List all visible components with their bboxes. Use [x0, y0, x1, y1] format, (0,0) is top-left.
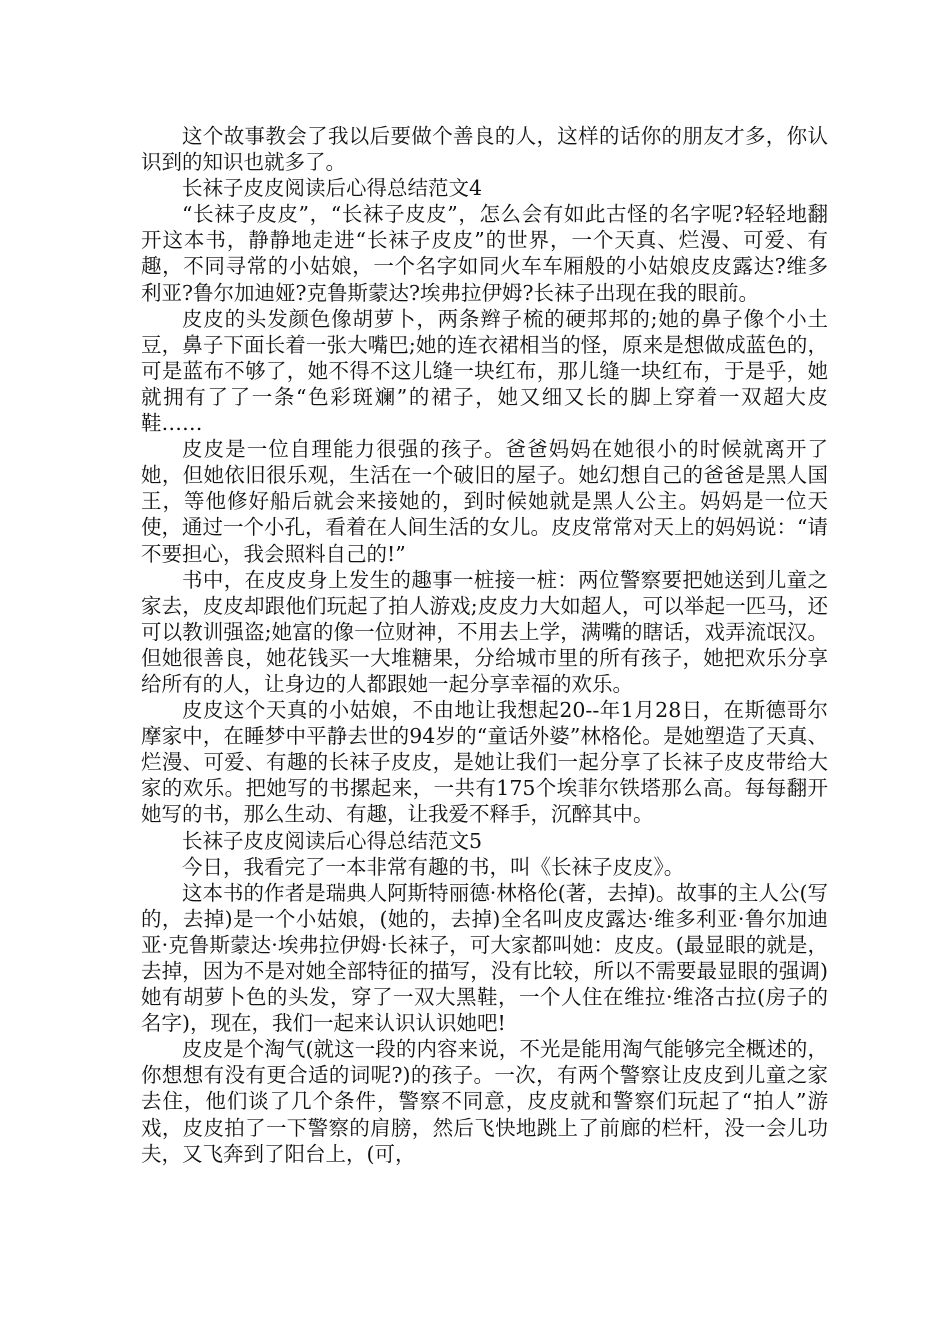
section-heading-4: 长袜子皮皮阅读后心得总结范文4	[182, 176, 483, 201]
paragraph-independence: 皮皮是一位自理能力很强的孩子。爸爸妈妈在她很小的时候就离开了她，但她依旧很乐观，生活在一个破旧的屋子。她幻想自己的爸爸是黑人国王，等他修好船后就会来接她的，到时候她就是黑人公主。妈妈是一位天使，通过一个小孔，看着在人间生活的女儿。皮皮常常对天上的妈妈说：“请不要担心，我会照料自己的!”	[141, 437, 828, 566]
paragraph-funny-stories: 书中，在皮皮身上发生的趣事一桩接一桩：两位警察要把她送到儿童之家去，皮皮却跟他们玩起了拍人游戏;皮皮力大如超人，可以举起一匹马，还可以教训强盗;她富的像一位财神，不用去上学，满嘴的瞎话，戏弄流氓汉。但她很善良，她花钱买一大堆糖果，分给城市里的所有孩子，她把欢乐分享给所有的人，让身边的人都跟她一起分享幸福的欢乐。	[141, 567, 828, 696]
section-heading-5: 长袜子皮皮阅读后心得总结范文5	[182, 828, 483, 853]
paragraph-today: 今日，我看完了一本非常有趣的书，叫《长袜子皮皮》。	[182, 854, 685, 879]
document-page	[141, 123, 828, 1167]
paragraph-appearance: 皮皮的头发颜色像胡萝卜，两条辫子梳的硬邦邦的;她的鼻子像个小土豆，鼻子下面长着一张大嘴巴;她的连衣裙相当的怪，原来是想做成蓝色的，可是蓝布不够了，她不得不这儿缝一块红布，那儿缝一块红布，于是乎，她就拥有了了一条“色彩斑斓”的裙子，她又细又长的脚上穿着一双超大皮鞋……	[141, 306, 828, 436]
paragraph-author: 这本书的作者是瑞典人阿斯特丽德·林格伦(著，去掉)。故事的主人公(写的，去掉)是一个小姑娘，(她的，去掉)全名叫皮皮露达·维多利亚·鲁尔加迪亚·克鲁斯蒙达·埃弗拉伊姆·长袜子，可大家都叫她：皮皮。(最显眼的就是，去掉，因为不是对她全部特征的描写，没有比较，所以不需要最显眼的强调)她有胡萝卜色的头发，穿了一双大黑鞋，一个人住在维拉·维洛古拉(房子的名字)，现在，我们一起来认识认识她吧!	[141, 880, 828, 1036]
paragraph-intro-name: “长袜子皮皮”，“长袜子皮皮”，怎么会有如此古怪的名字呢?轻轻地翻开这本书，静静地走进“长袜子皮皮”的世界，一个天真、烂漫、可爱、有趣，不同寻常的小姑娘，一个名字如同火车车厢般的小姑娘皮皮露达?维多利亚?鲁尔加迪娅?克鲁斯蒙达?埃弗拉伊姆?长袜子出现在我的眼前。	[141, 202, 828, 305]
paragraph-naughty: 皮皮是个淘气(就这一段的内容来说，不光是能用淘气能够完全概述的，你想想有没有更合适的词呢?)的孩子。一次，有两个警察让皮皮到儿童之家去住，他们谈了几个条件，警察不同意，皮皮就和警察们玩起了“拍人”游戏，皮皮拍了一下警察的肩膀，然后飞快地跳上了前廊的栏杆，没一会儿功夫，又飞奔到了阳台上，(可，	[141, 1037, 828, 1166]
paragraph-conclusion: 这个故事教会了我以后要做个善良的人，这样的话你的朋友才多，你认识到的知识也就多了。	[141, 124, 828, 175]
paragraph-lindgren: 皮皮这个天真的小姑娘，不由地让我想起20--年1月28日，在斯德哥尔摩家中，在睡梦中平静去世的94岁的“童话外婆”林格伦。是她塑造了天真、烂漫、可爱、有趣的长袜子皮皮，是她让我们一起分享了长袜子皮皮带给大家的欢乐。把她写的书摞起来，一共有175个埃菲尔铁塔那么高。每每翻开她写的书，那么生动、有趣，让我爱不释手，沉醉其中。	[141, 698, 828, 827]
